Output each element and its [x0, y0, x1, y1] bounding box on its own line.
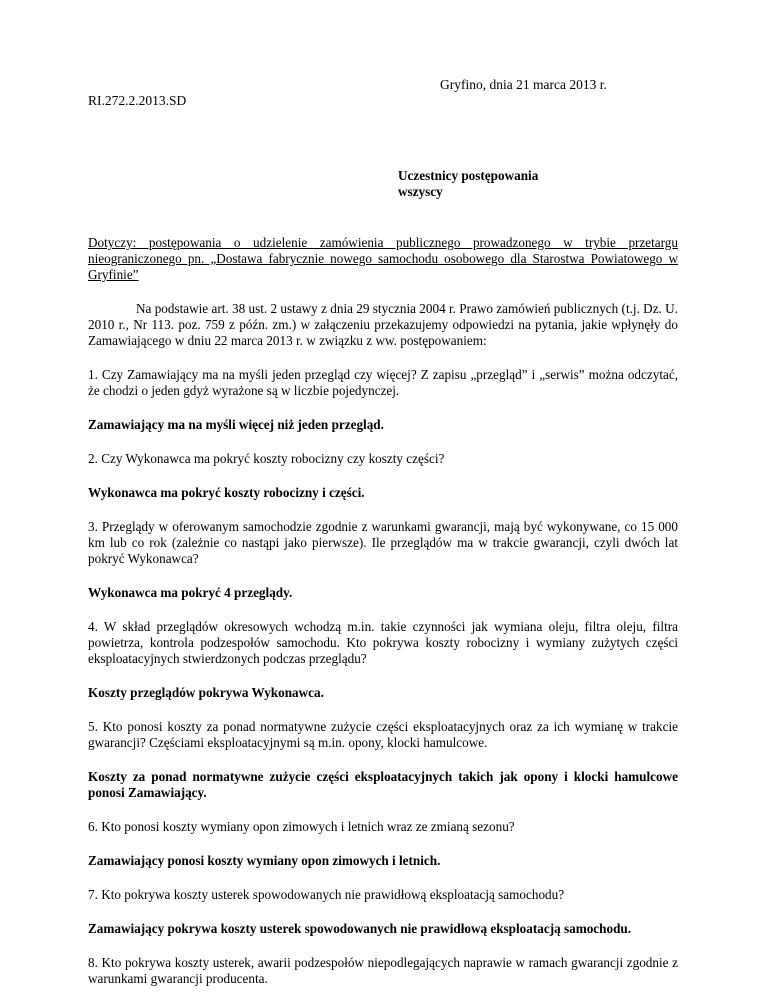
question-7: 7. Kto pokrywa koszty usterek spowodowanych nie prawidłową eksploatacją samochodu?	[88, 887, 565, 902]
recipient-line-1: Uczestnicy postępowania	[398, 168, 539, 183]
answer-3: Wykonawca ma pokryć 4 przeglądy.	[88, 585, 293, 600]
answer-1: Zamawiający ma na myśli więcej niż jeden przegląd.	[88, 417, 384, 432]
reference-number: RI.272.2.2013.SD	[88, 93, 187, 108]
question-8: 8. Kto pokrywa koszty usterek, awarii podzespołów niepodlegających naprawie w ramach gwarancji zgodnie z warunkami gwarancji producenta.	[88, 955, 678, 986]
question-5: 5. Kto ponosi koszty za ponad normatywne zużycie części eksploatacyjnych oraz za ich wymianę w trakcie gwarancji? Częściami eksploatacyjnymi są m.in. opony, klocki hamulcowe.	[88, 719, 678, 750]
question-4: 4. W skład przeglądów okresowych wchodzą m.in. takie czynności jak wymiana oleju, filtra oleju, filtra powietrza, kontrola podzespołów samochodu. Kto pokrywa koszty robocizny i wymiany zużytych części eksploatacyjnych stwierdzonych podczas przeglądu?	[88, 619, 678, 666]
document-body	[88, 235, 678, 987]
question-1: 1. Czy Zamawiający ma na myśli jeden przegląd czy więcej? Z zapisu „przegląd” i „serwis” można odczytać, że chodzi o jeden gdyż wyrażone są w liczbie pojedynczej.	[88, 367, 678, 398]
answer-6: Zamawiający ponosi koszty wymiany opon zimowych i letnich.	[88, 853, 441, 868]
recipient-line-2: wszyscy	[398, 184, 443, 199]
question-2: 2. Czy Wykonawca ma pokryć koszty robocizny czy koszty części?	[88, 451, 445, 466]
question-3: 3. Przeglądy w oferowanym samochodzie zgodnie z warunkami gwarancji, mają być wykonywane, co 15 000 km lub co rok (zależnie co nastąpi jako pierwsze). Ile przeglądów ma w trakcie gwarancji, czyli dwóch lat pokryć Wykonawca?	[88, 519, 678, 566]
answer-7: Zamawiający pokrywa koszty usterek spowodowanych nie prawidłową eksploatacją samochodu.	[88, 921, 632, 936]
recipient-block	[398, 168, 538, 200]
document-date: Gryfino, dnia 21 marca 2013 r.	[440, 77, 607, 92]
answer-5: Koszty za ponad normatywne zużycie części eksploatacyjnych takich jak opony i klocki hamulcowe ponosi Zamawiający.	[88, 769, 678, 800]
answer-4: Koszty przeglądów pokrywa Wykonawca.	[88, 685, 324, 700]
subject-line: Dotyczy: postępowania o udzielenie zamówienia publicznego prowadzonego w trybie przetargu nieograniczonego pn. „Dostawa fabrycznie nowego samochodu osobowego dla Starostwa Powiatowego w Gryfinie”	[88, 235, 678, 282]
question-6: 6. Kto ponosi koszty wymiany opon zimowych i letnich wraz ze zmianą sezonu?	[88, 819, 515, 834]
intro-paragraph: Na podstawie art. 38 ust. 2 ustawy z dnia 29 stycznia 2004 r. Prawo zamówień publicznych (t.j. Dz. U. 2010 r., Nr 113. poz. 759 z późn. zm.) w załączeniu przekazujemy odpowiedzi na pytania, jakie wpłynęły do Zamawiającego w dniu 22 marca 2013 r. w związku z ww. postępowaniem:	[88, 301, 678, 348]
answer-2: Wykonawca ma pokryć koszty robocizny i części.	[88, 485, 365, 500]
